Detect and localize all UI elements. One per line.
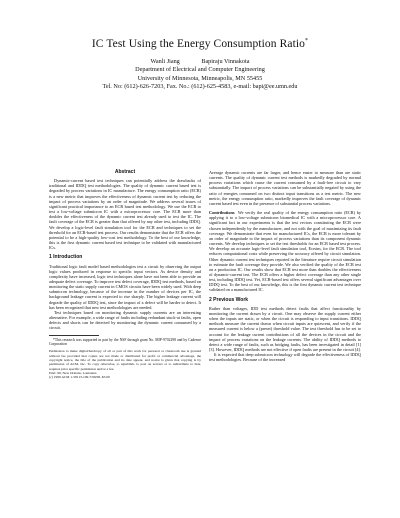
abstract-heading: Abstract <box>114 169 136 175</box>
contributions-paragraph <box>209 210 361 293</box>
paper-title <box>0 38 400 50</box>
university: University of Minnesota, Minneapolis, MN 55455 <box>137 74 263 82</box>
author-2: Bapiraju Vinnakota <box>201 58 250 65</box>
intro-paragraph-1: Traditional logic fault model based methodologies test a circuit by observing the output logic values produced in response to specific input vectors. As device density and complexity have increased, logic test techniques alone have not been able to provide an adequate defect coverage. To improve test defect coverage, IDDQ test methods, based on monitoring the static supply current in CMOS circuits have been widely used. With deep submicron technology, because of the increase in the number of devices per IC, the background leakage current is expected to rise sharply. The higher leakage current will degrade the quality of IDDQ test, since the impact of a defect will be harder to detect. It has been recognized that new test methodologies are needed. <box>49 263 201 310</box>
author-block <box>0 58 400 91</box>
conference-info: DAC 99, New Orleans, Louisiana <box>49 370 97 375</box>
title-footnote-mark: * <box>305 38 309 45</box>
previous-work-heading: 2 Previous Work <box>209 296 249 303</box>
footnote: *This research was supported in part by the NSF through grant No. MIP-9702298 and by Cadence Corporation <box>49 337 201 346</box>
intro-paragraph-2: Test techniques based on monitoring dynamic supply currents are an interesting alternative. For example, a wide range of faults including redundant stuck-at faults, open defects and shorts can be detected by monitoring the dynamic current consumed by a circuit. <box>49 309 201 331</box>
right-column <box>209 170 361 362</box>
copyright-line: (c) 1999 ACM 1-58113-109-7/99/06..$5.00 <box>49 375 110 380</box>
title-text: IC Test Using the Energy Consumption Ratio <box>91 38 306 50</box>
footnote-rule <box>49 335 99 336</box>
department: Department of Electrical and Computer Engineering <box>135 66 265 74</box>
permission-notice <box>49 349 201 379</box>
author-names <box>0 58 400 66</box>
right-paragraph-1: Average dynamic currents are far larger, and hence easier to measure than are static currents. The quality of dynamic current test methods is markedly degraded by normal process variations which cause the current consumed by a fault-free circuit to vary substantially. The impact of process variations can be substantially negated by using the ratio of energies consumed on two distinct input transitions as a test metric. The new metric, the energy consumption ratio, markedly improves the fault coverage of dynamic current based test even in the presence of substantial process variations. <box>209 170 361 206</box>
intro-heading: 1 Introduction <box>49 254 83 261</box>
abstract-text: Dynamic-current based test techniques can potentially address the drawbacks of traditional and IDDQ test methodologies. The quality of dynamic current based test is degraded by process variations in IC manufacture. The energy consumption ratio (ECR) is a new metric that improves the effectiveness of dynamic current test by reducing the impact of process variations by an order of magnitude. We address several issues of significant practical importance to an ECR based test methodology. We use the ECR to test a low-voltage submicron IC with a microprocessor core. The ECR more than doubles the effectiveness of the dynamic current test already used to test the IC. The fault coverage of the ECR is greater than that offered by any other test, including IDDQ. We develop a logic-level fault simulation tool for the ECR and techniques to set the threshold for an ECR-based test process. Our results demonstrate that the ECR offers the potential to be a high-quality low-cost test methodology. To the best of our knowledge, this is the first dynamic current based test technique to be validated with manufactured ICs. <box>49 178 201 251</box>
contributions-label: Contributions <box>209 210 235 216</box>
previous-work-paragraph-2: It is expected that deep submicron technology will degrade the effectiveness of IDDQ test methodologies. Because of the increased <box>209 352 361 363</box>
contact-info: Tel. No: (612)-626-7203, Fax. No.: (612)-625-4583, e-mail: bapi@ee.umn.edu <box>102 82 298 90</box>
permission-text: Permission to make digital/hardcopy of all or part of this work for personal or classroom use is granted without fee provided that copies are not made or distributed for profit or commercial advantage, the copyright notice, the title of the publication and its date appear, and notice is given that copying is by permission of ACM, Inc. To copy otherwise, to republish, to post on servers or to redistribute to lists, requires prior specific permission and/or a fee. <box>49 349 201 371</box>
contributions-text: We verify the real quality of the energy consumption ratio (ECR) by applying it to a low-voltage submicron biomedical IC with a microprocessor core. A significant fact in our experiments is that the test vectors constituting the ECR were chosen independently by the manufacturer, and not with the goal of maximizing its fault coverage. We demonstrate that even for manufactured ICs, the ECR is more tolerant by an order of magnitude to the impact of process variations than its component dynamic currents. We develop techniques to set the test thresholds for an ECR based test process. We develop an accurate logic-level fault simulation tool, Ecrsim, for the ECR. The tool reduces computational costs while preserving the accuracy offered by circuit simulation. Other dynamic current test techniques reported in the literature require circuit simulation to estimate the fault coverage they provide. We also verified the quality of the ECR test on a production IC. Our results show that ECR test more than doubles the effectiveness of dynamic-current test. The ECR offers a higher defect coverage than any other single test, including IDDQ test. Yet, ECR-based test offers several significant advantages over IDDQ test. To the best of our knowledge, this is the first dynamic current test technique validated on a manufactured IC. <box>209 210 361 293</box>
author-1: Wanli Jiang <box>150 58 180 65</box>
left-column <box>49 170 201 379</box>
previous-work-paragraph-1: Rather than voltages, IDD test methods detect faults that affect functionality by monitoring the current drawn by a circuit. One may observe the supply current either when the inputs are static, or when the circuit is responding to input transitions. IDDQ methods measure the current drawn when circuit inputs are quiescent, and verify if the measured current is below a (preset) threshold value. The test threshold has to be set to account for the leakage current contributions of all the devices in the circuit and the impact of process variations on the leakage currents. The ability of IDDQ methods to detect a wide range of faults, such as bridging faults, has been investigated in detail [1] [3]. However, IDDQ methods are not effective if open faults are present in the circuit [4]. <box>209 305 361 352</box>
